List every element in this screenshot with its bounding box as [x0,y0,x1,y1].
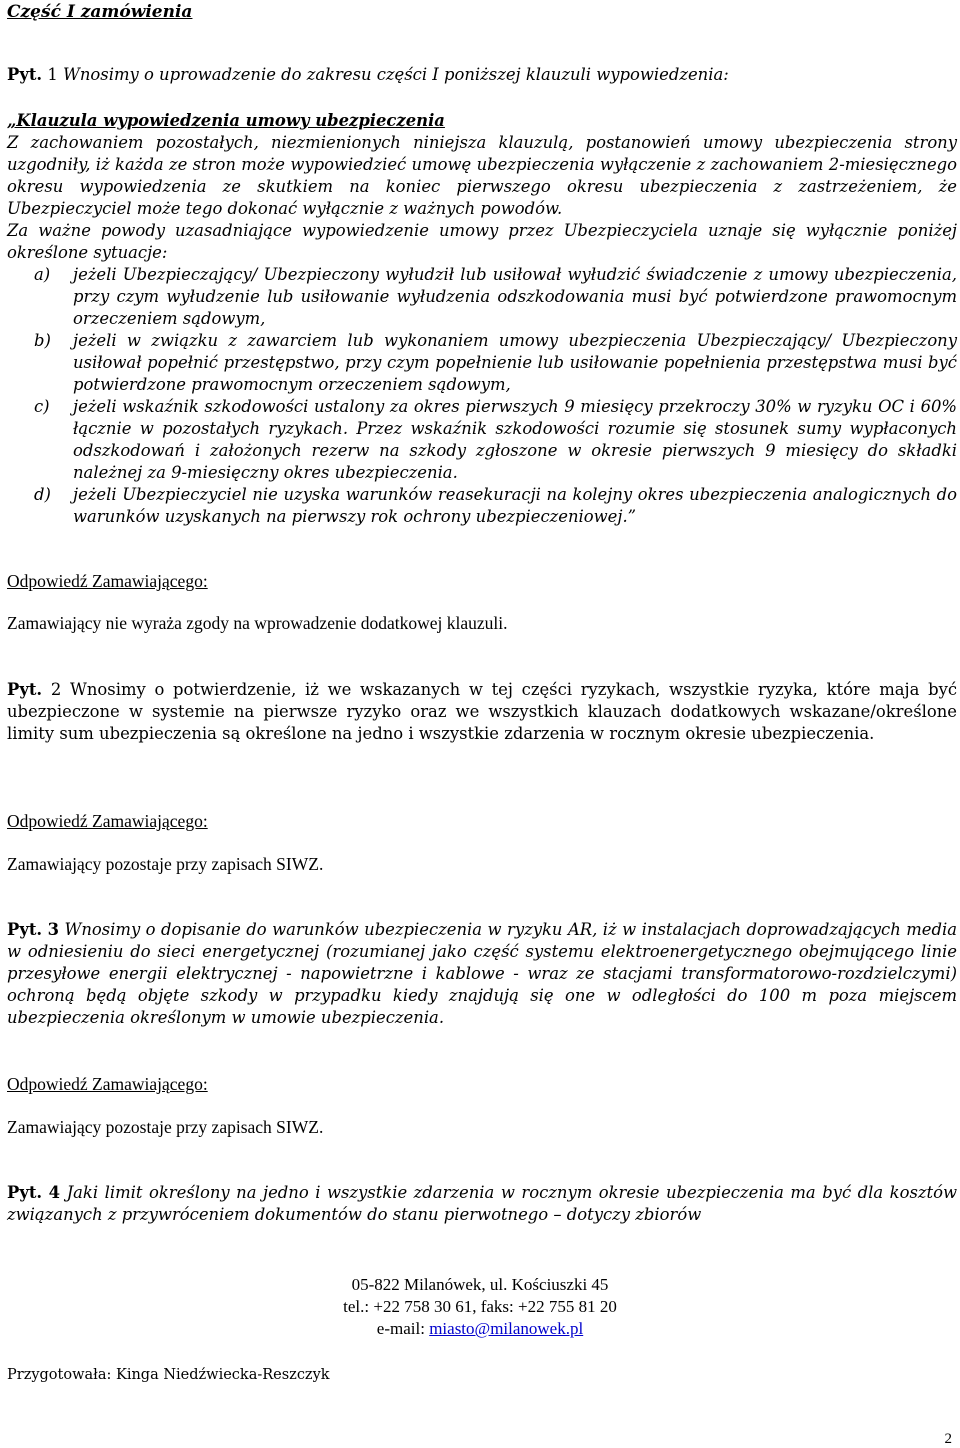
list-item [7,264,957,330]
question-text: Wnosimy o potwierdzenie, iż we wskazanych w tej części ryzykach, wszystkie ryzyka, które maja być ubezpieczone w systemie na pierwsze ryzyko oraz we wszystkich klauzach dodatkowych wskazane/określone limity sum ubezpieczenia są określone na jedno i wszystkie zdarzenia w rocznym okresie ubezpieczenia. [7,680,958,743]
response-heading: Odpowiedź Zamawiającego: [7,811,208,831]
response-heading: Odpowiedź Zamawiającego: [7,571,208,591]
part-title: Część I zamówienia [7,2,193,22]
question-3 [7,919,957,1029]
footer-address-block [0,1274,960,1340]
list-item-text: jeżeli Ubezpieczający/ Ubezpieczony wyłudził lub usiłował wyłudzić świadczenie z umowy ubezpieczenia, przy czym wyłudzenie lub usiłowanie wyłudzenia odszkodowania musi być potwierdzone prawomocnym orzeczeniem sądowym, [73,265,957,328]
reasons-list [7,264,957,528]
list-item [7,484,957,528]
question-text: Jaki limit określony na jedno i wszystkie zdarzenia w rocznym okresie ubezpieczenia ma być dla kosztów związanych z przywróceniem dokumentów do stanu pierwotnego – dotyczy zbiorów [7,1183,957,1224]
response-text: Zamawiający pozostaje przy zapisach SIWZ. [7,854,324,874]
question-1 [7,64,957,86]
question-number: 2 [50,680,62,699]
question-4 [7,1182,957,1226]
list-item-text: jeżeli wskaźnik szkodowości ustalony za okres pierwszych 9 miesięcy przekroczy 30% w ryzyku OC i 60% łącznie w pozostałych ryzykach. Przez wskaźnik szkodowości rozumie się stosunek sumy wypłaconych odszkodowań i założonych rezerw na szkody zgłoszone w okresie pierwszych 9 miesięcy do składki należnej za 9-miesięczny okres ubezpieczenia. [73,397,957,482]
question-2 [7,679,957,745]
question-number: 1 [47,65,58,84]
list-marker: a) [34,265,51,284]
footer-phone: tel.: +22 758 30 61, faks: +22 755 81 20 [343,1297,617,1316]
prepared-by: Przygotowała: Kinga Niedźwiecka-Reszczyk [7,1367,330,1383]
clause [7,110,957,528]
question-text: Wnosimy o uprowadzenie do zakresu części I poniższej klauzuli wypowiedzenia: [63,65,729,84]
footer-email-label: e-mail: [376,1319,430,1338]
list-item [7,330,957,396]
list-item [7,396,957,484]
clause-paragraph: Z zachowaniem pozostałych, niezmienionych niniejsza klauzulą, postanowień umowy ubezpieczenia strony uzgodniły, iż każda ze stron może wypowiedzieć umowę ubezpieczenia wyłączenie z zachowaniem 2-miesięcznego okresu wypowiedzenia ze skutkiem na koniec pierwszego okresu ubezpieczenia z zastrzeżeniem, że Ubezpieczyciel może tego dokonać wyłącznie z ważnych powodów. [7,133,957,218]
email-link[interactable]: miasto@milanowek.pl [429,1319,584,1338]
response-text: Zamawiający nie wyraża zgody na wprowadzenie dodatkowej klauzuli. [7,613,508,633]
question-label: Pyt. [7,680,43,699]
clause-title: „Klauzula wypowiedzenia umowy ubezpieczenia [7,111,445,130]
footer-email-line [0,1318,960,1340]
list-marker: c) [34,397,50,416]
clause-paragraph: Za ważne powody uzasadniające wypowiedzenie umowy przez Ubezpieczyciela uznaje się wyłącznie poniżej określone sytuacje: [7,221,957,262]
list-item-text: jeżeli w związku z zawarciem lub wykonaniem umowy ubezpieczenia Ubezpieczający/ Ubezpieczony usiłował popełnić przestępstwo, przy czym popełnienie lub usiłowanie popełnienia przestępstwa musi być potwierdzone prawomocnym orzeczeniem sądowym, [73,331,957,394]
question-text: Wnosimy o dopisanie do warunków ubezpieczenia w ryzyku AR, iż w instalacjach doprowadzających media w odniesieniu do sieci energetycznej (rozumianej jako część systemu elektroenergetycznego obejmującego linie przesyłowe energii elektrycznej - napowietrzne i kablowe - wraz ze stacjami transformatorowo-rozdzielczymi) ochroną będą objęte szkody w przypadku kiedy znajdują się one w odległości do 100 m poza miejscem ubezpieczenia określonym w umowie ubezpieczenia. [7,920,957,1027]
question-label: Pyt. [7,1183,43,1202]
question-number: 3 [47,920,60,939]
response-text: Zamawiający pozostaje przy zapisach SIWZ. [7,1117,324,1137]
list-marker: d) [34,485,51,504]
question-label: Pyt. [7,65,43,84]
question-label: Pyt. [7,920,43,939]
list-item-text: jeżeli Ubezpieczyciel nie uzyska warunków reasekuracji na kolejny okres ubezpieczenia analogicznych do warunków uzyskanych na pierwszy rok ochrony ubezpieczeniowej.” [73,485,957,526]
page-number: 2 [944,1431,952,1447]
list-marker: b) [34,331,51,350]
footer-address: 05-822 Milanówek, ul. Kościuszki 45 [351,1275,609,1294]
question-number: 4 [48,1183,61,1202]
response-heading: Odpowiedź Zamawiającego: [7,1074,208,1094]
